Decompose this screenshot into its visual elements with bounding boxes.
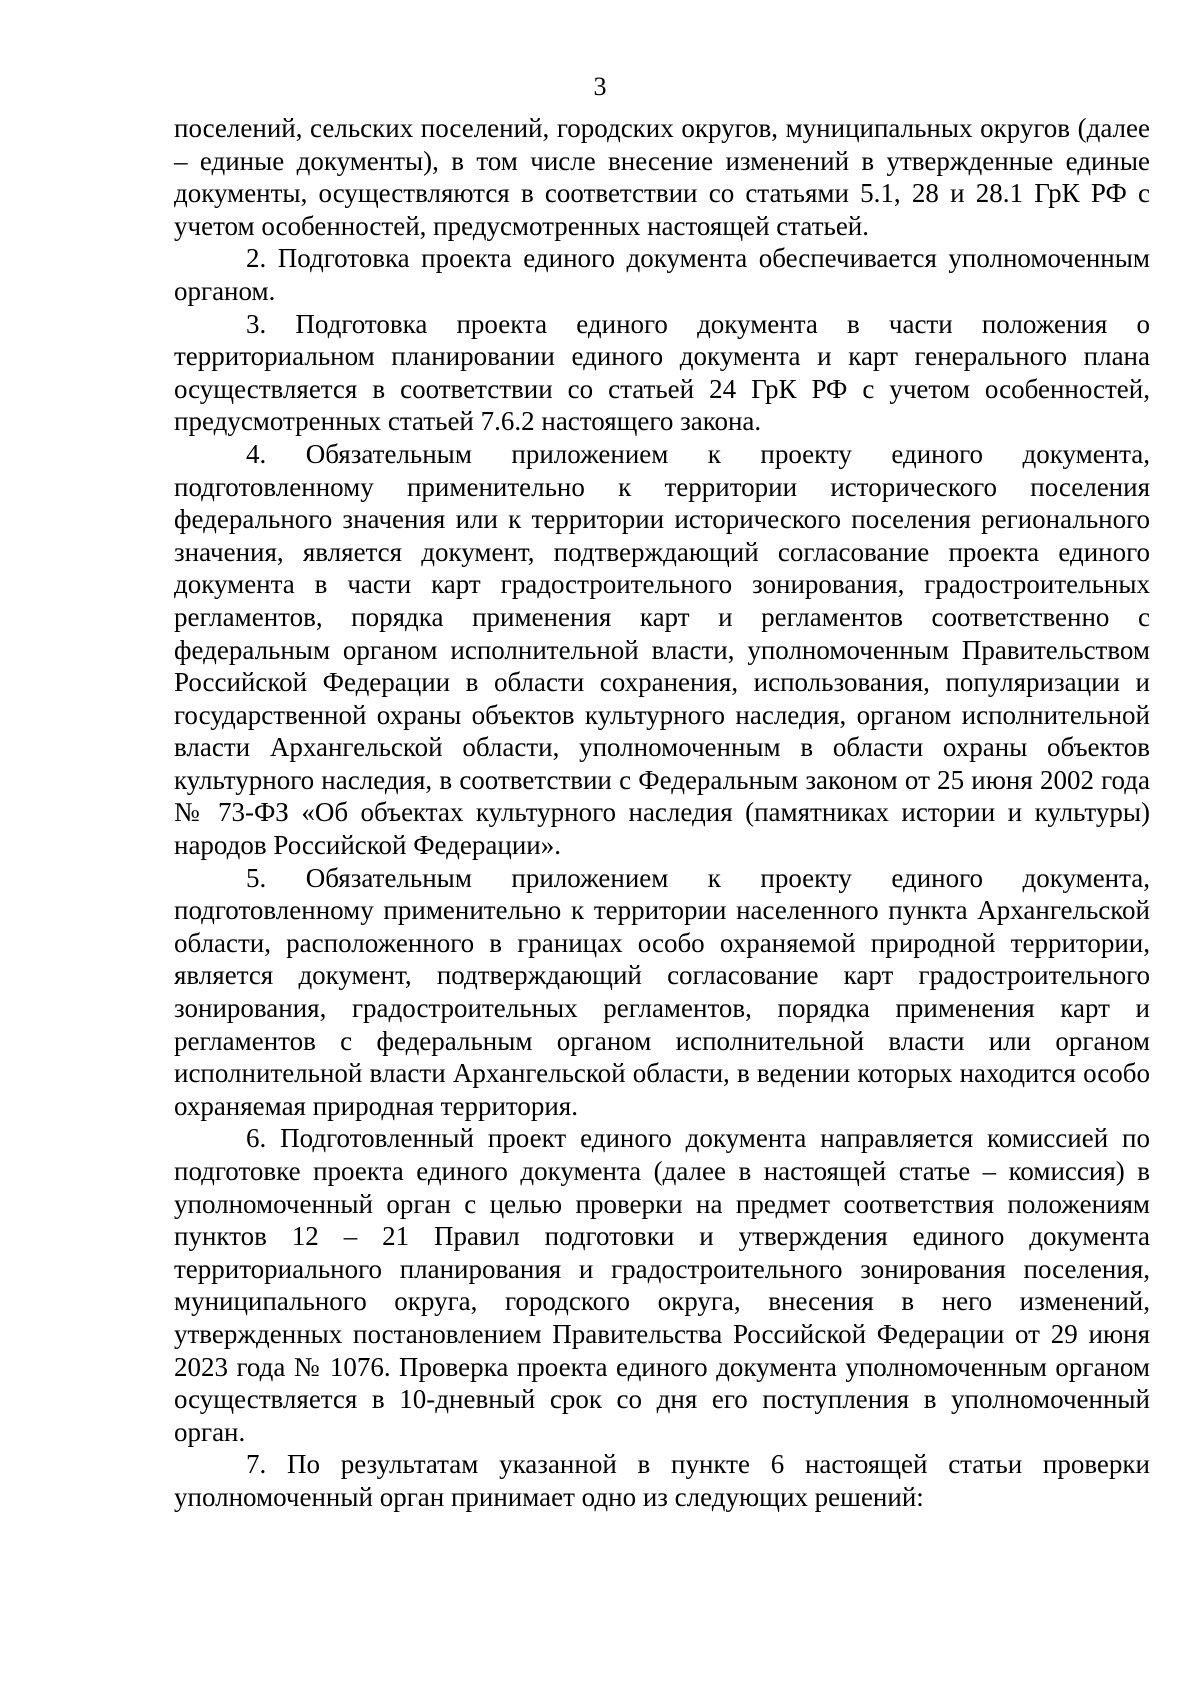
page-number: 3 (593, 72, 607, 101)
paragraph-item-3: 3. Подготовка проекта единого документа в части положения о территориальном планировании единого документа и карт генерального плана осуществляется в соответствии со статьей 24 ГрК РФ с учетом особенностей, предусмотренных статьей 7.6.2 настоящего закона. (174, 308, 1150, 437)
document-body (174, 112, 1150, 1514)
paragraph-item-5: 5. Обязательным приложением к проекту единого документа, подготовленному применительно к территории населенного пункта Архангельской области, расположенного в границах особо охраняемой природной территории, является документ, подтверждающий согласование карт градостроительного зонирования, градостроительных регламентов, порядка применения карт и регламентов с федеральным органом исполнительной власти или органом исполнительной власти Архангельской области, в ведении которых находится особо охраняемая природная территория. (174, 862, 1150, 1121)
paragraph-item-4: 4. Обязательным приложением к проекту единого документа, подготовленному применительно к территории исторического поселения федерального значения или к территории исторического поселения регионального значения, является документ, подтверждающий согласование проекта единого документа в части карт градостроительного зонирования, градостроительных регламентов, порядка применения карт и регламентов соответственно с федеральным органом исполнительной власти, уполномоченным Правительством Российской Федерации в области сохранения, использования, популяризации и государственной охраны объектов культурного наследия, органом исполнительной власти Архангельской области, уполномоченным в области охраны объектов культурного наследия, в соответствии с Федеральным законом от 25 июня 2002 года № 73-ФЗ «Об объектах культурного наследия (памятниках истории и культуры) народов Российской Федерации». (174, 438, 1150, 861)
paragraph-item-6: 6. Подготовленный проект единого документа направляется комиссией по подготовке проекта единого документа (далее в настоящей статье – комиссия) в уполномоченный орган с целью проверки на предмет соответствия положениям пунктов 12 – 21 Правил подготовки и утверждения единого документа территориального планирования и градостроительного зонирования поселения, муниципального округа, городского округа, внесения в него изменений, утвержденных постановлением Правительства Российской Федерации от 29 июня 2023 года № 1076. Проверка проекта единого документа уполномоченным органом осуществляется в 10-дневный срок со дня его поступления в уполномоченный орган. (174, 1123, 1150, 1447)
paragraph-item-2: 2. Подготовка проекта единого документа обеспечивается уполномоченным органом. (174, 243, 1150, 306)
paragraph-continuation: поселений, сельских поселений, городских округов, муниципальных округов (далее – единые документы), в том числе внесение изменений в утвержденные единые документы, осуществляются в соответствии со статьями 5.1, 28 и 28.1 ГрК РФ с учетом особенностей, предусмотренных настоящей статьей. (174, 113, 1150, 241)
paragraph-item-7: 7. По результатам указанной в пункте 6 настоящей статьи проверки уполномоченный орган принимает одно из следующих решений: (174, 1449, 1150, 1512)
